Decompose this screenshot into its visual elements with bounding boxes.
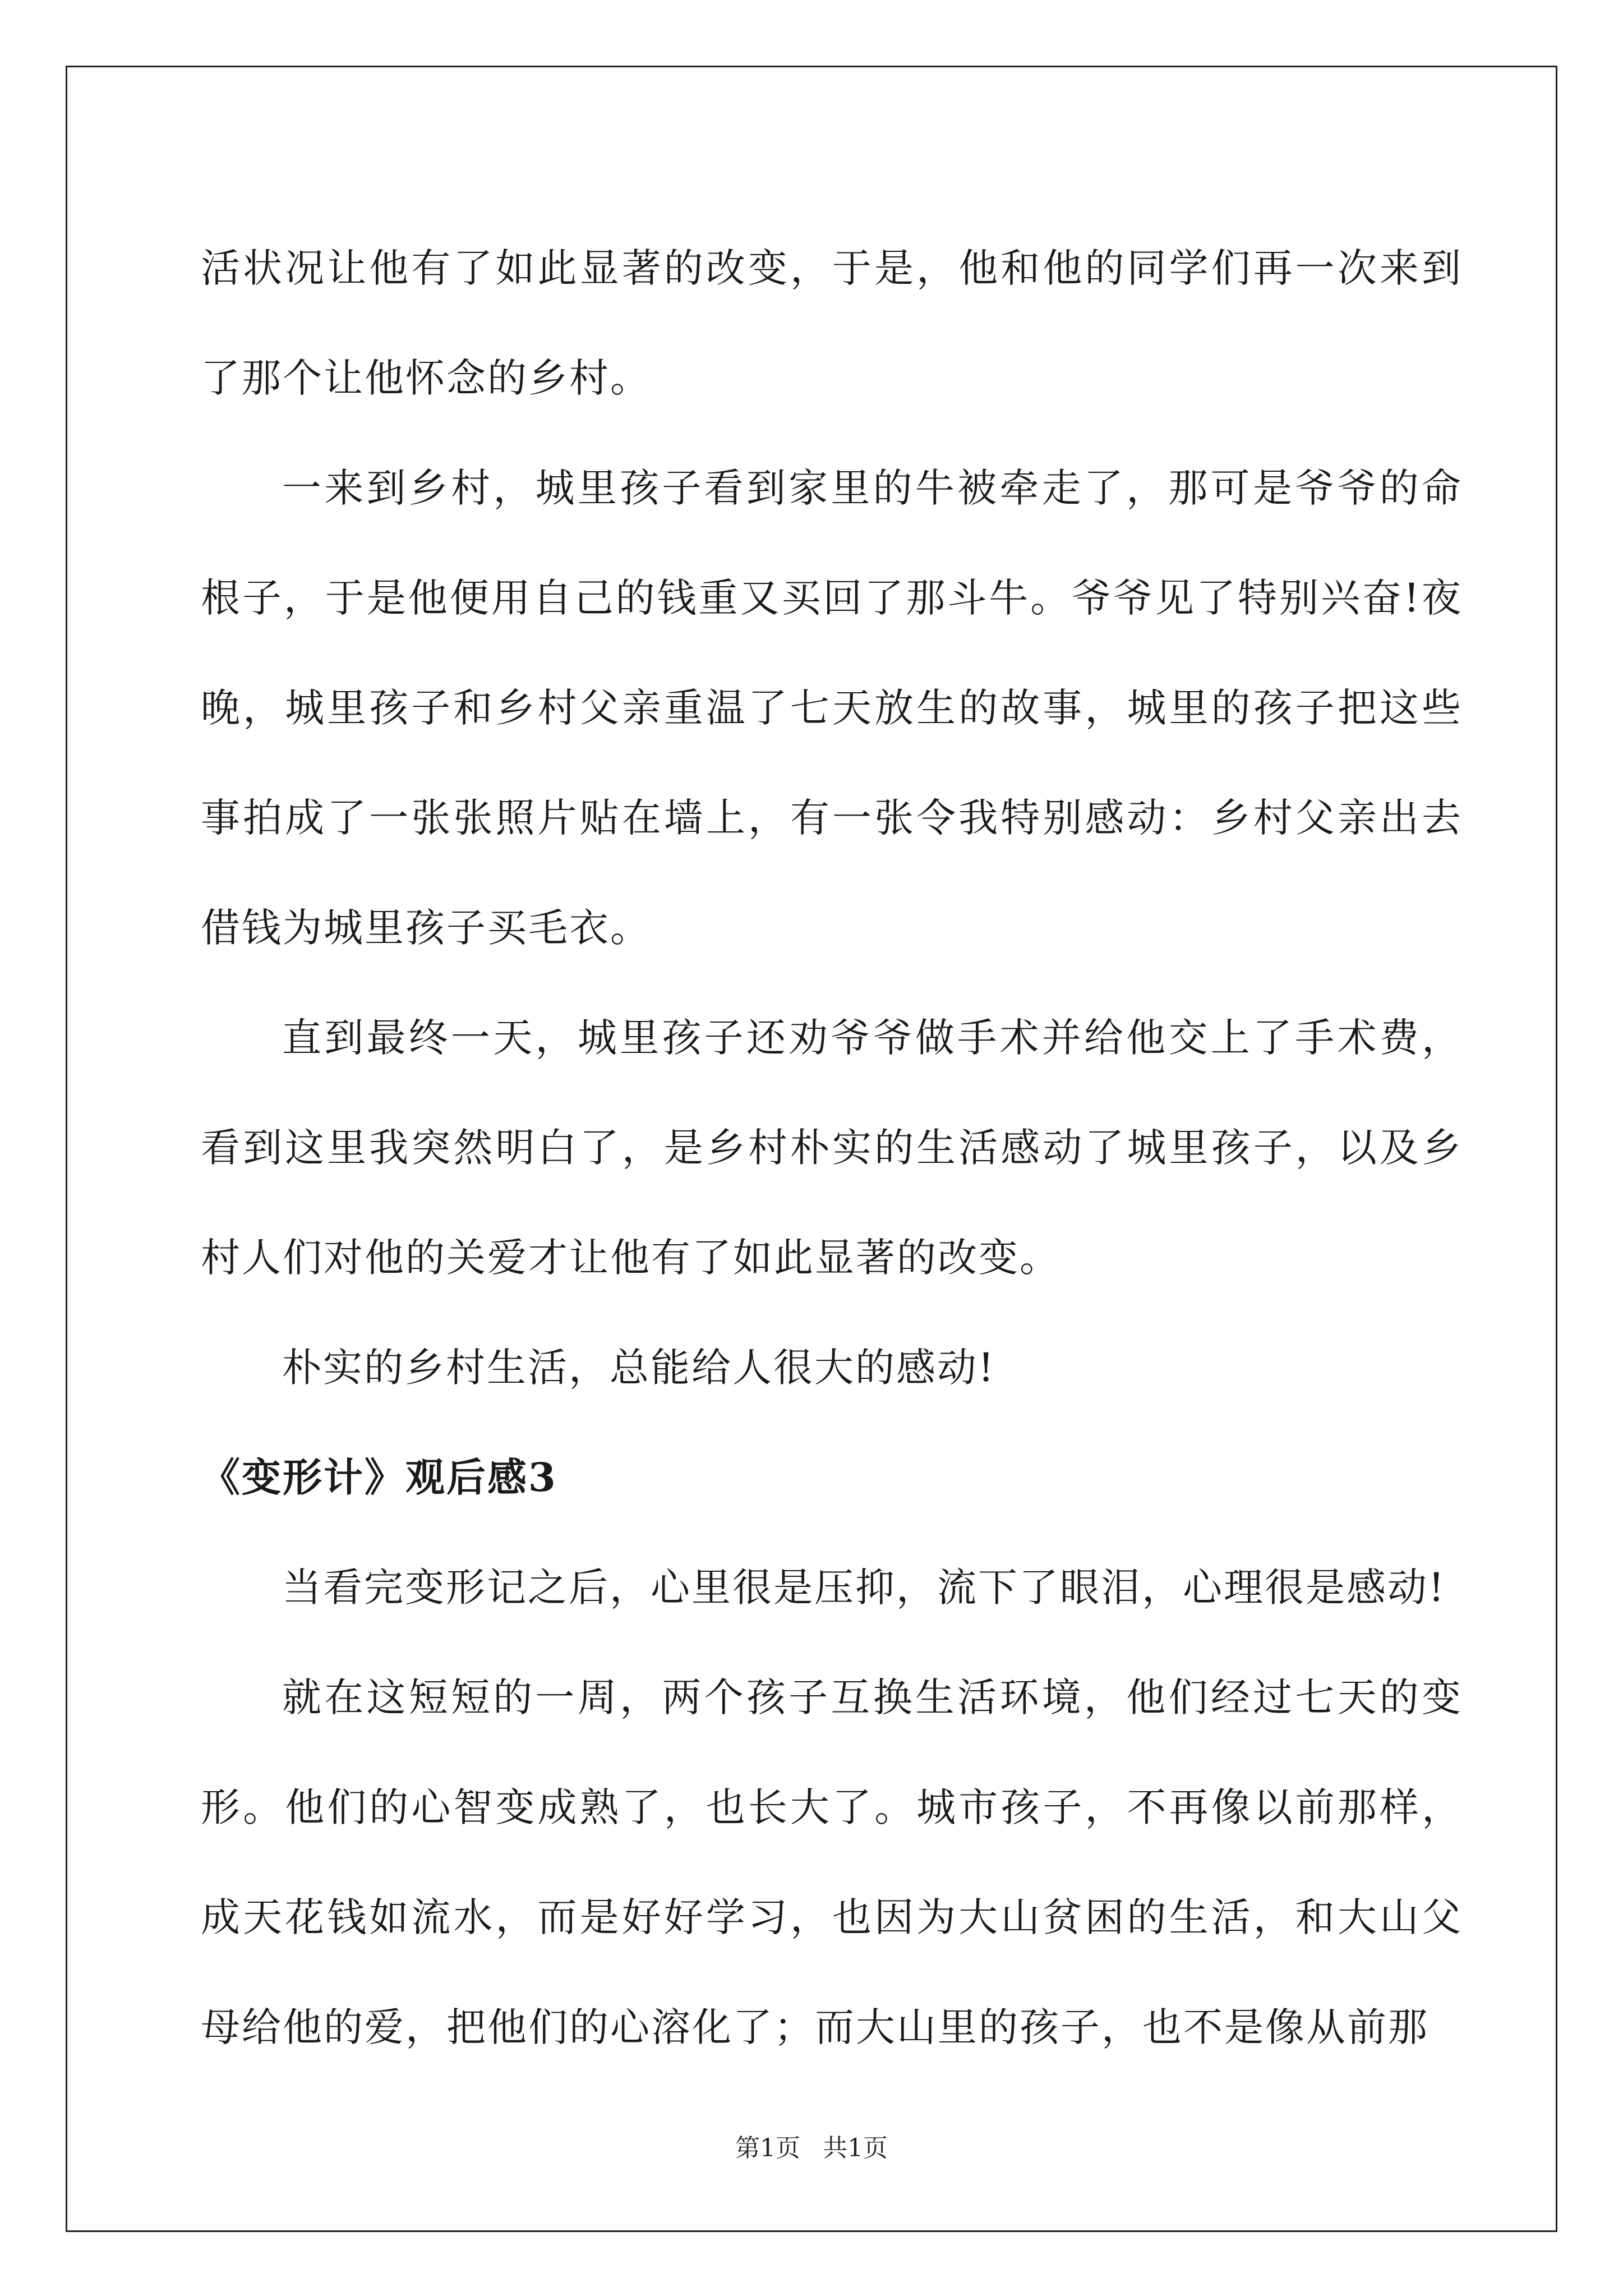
section-heading: 《变形计》观后感3 <box>201 1454 557 1501</box>
paragraph-1: 活状况让他有了如此显著的改变，于是，他和他的同学们再一次来到了那个让他怀念的乡村。 <box>201 245 1463 401</box>
paragraph-6: 就在这短短的一周，两个孩子互换生活环境，他们经过七天的变形。他们的心智变成熟了，也长大了。城市孩子，不再像以前那样，成天花钱如流水，而是好好学习，也因为大山贫困的生活，和大山父母给他的爱，把他们的心溶化了；而大山里的孩子，也不是像从前那 <box>201 1674 1463 2050</box>
paragraph-5: 当看完变形记之后，心里很是压抑，流下了眼泪，心理很是感动! <box>282 1565 1446 1611</box>
document-body <box>201 213 1463 2082</box>
paragraph-2: 一来到乡村，城里孩子看到家里的牛被牵走了，那可是爷爷的命根子，于是他便用自己的钱重又买回了那斗牛。爷爷见了特别兴奋!夜晚，城里孩子和乡村父亲重温了七天放生的故事，城里的孩子把这些事拍成了一张张照片贴在墙上，有一张令我特别感动：乡村父亲出去借钱为城里孩子买毛衣。 <box>201 465 1463 951</box>
paragraph-4: 朴实的乡村生活，总能给人很大的感动! <box>282 1345 996 1391</box>
page-footer <box>0 2132 1623 2165</box>
page-number: 第1页 <box>735 2134 800 2162</box>
page-total: 共1页 <box>823 2134 888 2162</box>
paragraph-3: 直到最终一天，城里孩子还劝爷爷做手术并给他交上了手术费，看到这里我突然明白了，是乡村朴实的生活感动了城里孩子，以及乡村人们对他的关爱才让他有了如此显著的改变。 <box>201 1015 1463 1281</box>
